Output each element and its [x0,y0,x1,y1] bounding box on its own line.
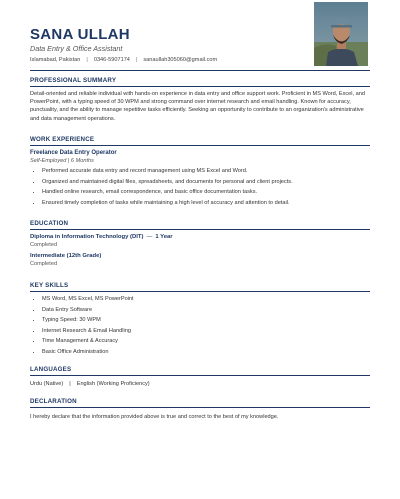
list-item: • Basic Office Administration [42,347,370,358]
section-divider [30,407,370,408]
email-text: sanaullah305060@gmail.com [143,57,218,63]
education-status: Completed [30,261,58,267]
list-item: • Data Entry Software [42,305,370,316]
contact-line [30,57,217,63]
language-item: Urdu (Native) [30,381,64,387]
experience-heading: WORK EXPERIENCE [30,136,95,143]
experience-section [30,136,370,208]
declaration-text: I hereby declare that the information provided above is true and correct to the best of my knowledge. [30,414,279,420]
profile-photo-image [314,2,368,66]
education-heading: EDUCATION [30,220,69,227]
section-divider [30,145,370,146]
section-divider [30,291,370,292]
language-item: English (Working Proficiency) [76,381,150,387]
candidate-name: SANA ULLAH [30,26,130,43]
education-degree [30,234,370,240]
list-item: • Handled online research, email correspondence, and basic office documentation tasks. [42,187,370,198]
section-divider [30,229,370,230]
header-divider [30,70,370,71]
separator: | [69,381,71,387]
languages-section [30,366,370,387]
summary-section [30,77,370,123]
education-section [30,220,370,267]
list-item: • Internet Research & Email Handling [42,326,370,337]
job-title: Freelance Data Entry Operator [30,150,117,156]
education-degree: Intermediate (12th Grade) [30,253,102,259]
degree-dash: — [146,234,153,240]
candidate-role: Data Entry & Office Assistant [30,44,123,53]
location-text: Islamabad, Pakistan [30,57,81,63]
declaration-heading: DECLARATION [30,398,77,405]
degree-duration: 1 Year [155,234,173,240]
list-item: • Time Management & Accuracy [42,336,370,347]
phone-text: 0346-5907174 [93,57,130,63]
list-item: • MS Word, MS Excel, MS PowerPoint [42,294,370,305]
separator: | [135,57,138,63]
skills-heading: KEY SKILLS [30,282,69,289]
languages-heading: LANGUAGES [30,366,72,373]
skills-section [30,282,370,358]
section-divider [30,86,370,87]
list-item: • Performed accurate data entry and record management using MS Excel and Word. [42,166,370,177]
degree-name: Diploma in Information Technology (DIT) [30,234,144,240]
list-item: • Typing Speed: 30 WPM [42,315,370,326]
list-item: • Ensured timely completion of tasks while maintaining a high level of accuracy and attention to detail. [42,198,370,209]
summary-heading: PROFESSIONAL SUMMARY [30,77,117,84]
separator: | [86,57,88,63]
summary-text: Detail-oriented and reliable individual with hands-on experience in data entry and office support work. Proficient in MS Word, Excel, and PowerPoint, with a typing speed of 30 WPM and strong command over internet research and email handling. Known for accuracy, punctuality, and the ability to manage repetitive tasks efficiently. Seeking an opportunity to contribute to an organization's administrative and data management operations. [30,91,365,122]
languages-line [30,381,370,387]
list-item: • Organized and maintained digital files, spreadsheets, and documents for personal and client projects. [42,177,370,188]
profile-photo [314,2,368,66]
section-divider [30,375,370,376]
education-status: Completed [30,242,58,248]
skills-list [30,294,370,358]
experience-bullets [30,166,370,208]
job-employer-duration: Self-Employed | 6 Months [30,158,94,164]
declaration-section [30,398,370,421]
